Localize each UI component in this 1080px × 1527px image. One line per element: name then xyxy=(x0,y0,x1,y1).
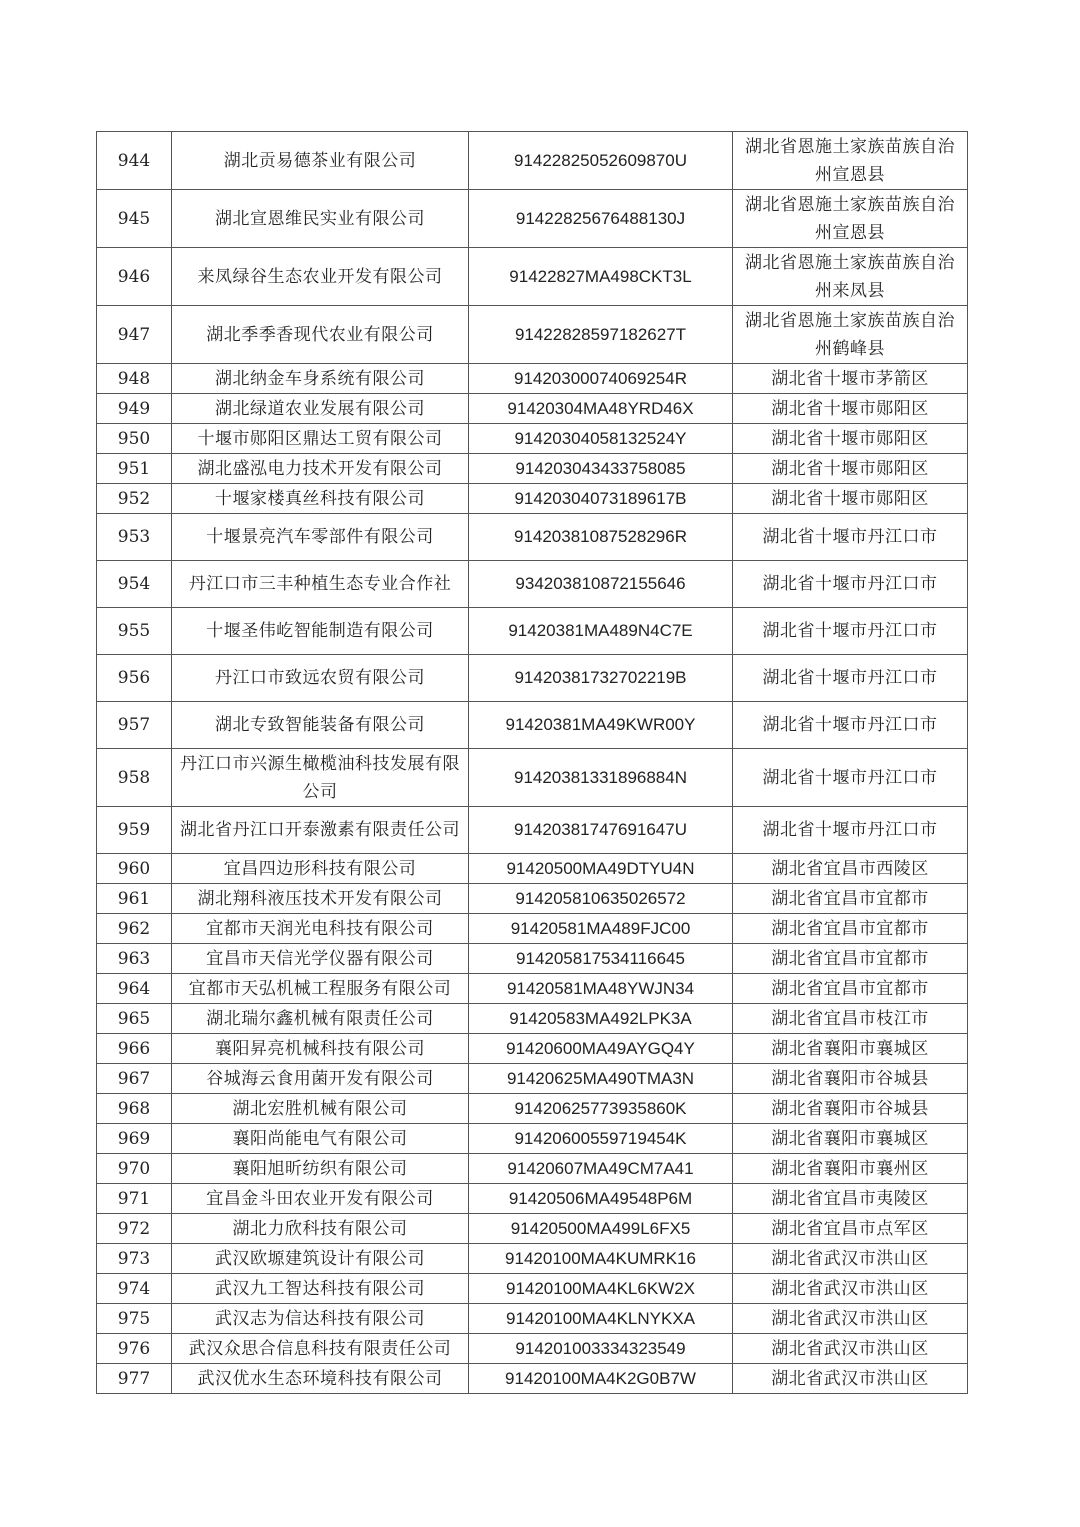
table-row xyxy=(97,1034,968,1064)
row-number-cell: 947 xyxy=(97,306,172,364)
table-row xyxy=(97,974,968,1004)
region-cell: 湖北省恩施土家族苗族自治州宣恩县 xyxy=(733,132,968,190)
credit-code-cell: 91420381331896884N xyxy=(469,749,733,807)
region-cell: 湖北省襄阳市襄城区 xyxy=(733,1034,968,1064)
company-name-cell: 湖北力欣科技有限公司 xyxy=(172,1214,469,1244)
credit-code-cell: 91420600559719454K xyxy=(469,1124,733,1154)
company-name-cell: 武汉优水生态环境科技有限公司 xyxy=(172,1364,469,1394)
table-row xyxy=(97,190,968,248)
company-name-cell: 湖北贡易德茶业有限公司 xyxy=(172,132,469,190)
company-table-body xyxy=(97,132,968,1394)
region-cell: 湖北省宜昌市宜都市 xyxy=(733,944,968,974)
table-row xyxy=(97,749,968,807)
row-number-cell: 977 xyxy=(97,1364,172,1394)
row-number-cell: 975 xyxy=(97,1304,172,1334)
credit-code-cell: 91420300074069254R xyxy=(469,364,733,394)
company-name-cell: 湖北翔科液压技术开发有限公司 xyxy=(172,884,469,914)
row-number-cell: 971 xyxy=(97,1184,172,1214)
region-cell: 湖北省襄阳市谷城县 xyxy=(733,1064,968,1094)
table-row xyxy=(97,132,968,190)
company-name-cell: 宜昌金斗田农业开发有限公司 xyxy=(172,1184,469,1214)
company-name-cell: 湖北专致智能装备有限公司 xyxy=(172,702,469,749)
company-table xyxy=(96,131,968,1394)
row-number-cell: 968 xyxy=(97,1094,172,1124)
credit-code-cell: 91420304073189617B xyxy=(469,484,733,514)
company-name-cell: 谷城海云食用菌开发有限公司 xyxy=(172,1064,469,1094)
row-number-cell: 961 xyxy=(97,884,172,914)
credit-code-cell: 91420381MA49KWR00Y xyxy=(469,702,733,749)
credit-code-cell: 91420607MA49CM7A41 xyxy=(469,1154,733,1184)
credit-code-cell: 91420304058132524Y xyxy=(469,424,733,454)
credit-code-cell: 91420625773935860K xyxy=(469,1094,733,1124)
table-row xyxy=(97,364,968,394)
table-row xyxy=(97,394,968,424)
row-number-cell: 948 xyxy=(97,364,172,394)
credit-code-cell: 91420381087528296R xyxy=(469,514,733,561)
region-cell: 湖北省襄阳市襄州区 xyxy=(733,1154,968,1184)
row-number-cell: 949 xyxy=(97,394,172,424)
table-row xyxy=(97,1094,968,1124)
credit-code-cell: 91420304MA48YRD46X xyxy=(469,394,733,424)
region-cell: 湖北省十堰市丹江口市 xyxy=(733,514,968,561)
table-row xyxy=(97,854,968,884)
credit-code-cell: 934203810872155646 xyxy=(469,561,733,608)
table-row xyxy=(97,1244,968,1274)
table-row xyxy=(97,884,968,914)
company-name-cell: 武汉欧塬建筑设计有限公司 xyxy=(172,1244,469,1274)
table-row xyxy=(97,1004,968,1034)
company-name-cell: 武汉九工智达科技有限公司 xyxy=(172,1274,469,1304)
table-row xyxy=(97,1364,968,1394)
row-number-cell: 951 xyxy=(97,454,172,484)
company-name-cell: 宜昌四边形科技有限公司 xyxy=(172,854,469,884)
company-name-cell: 丹江口市三丰种植生态专业合作社 xyxy=(172,561,469,608)
region-cell: 湖北省宜昌市枝江市 xyxy=(733,1004,968,1034)
row-number-cell: 944 xyxy=(97,132,172,190)
credit-code-cell: 91420600MA49AYGQ4Y xyxy=(469,1034,733,1064)
table-row xyxy=(97,514,968,561)
company-name-cell: 十堰圣伟屹智能制造有限公司 xyxy=(172,608,469,655)
region-cell: 湖北省宜昌市点军区 xyxy=(733,1214,968,1244)
region-cell: 湖北省襄阳市襄城区 xyxy=(733,1124,968,1154)
credit-code-cell: 91422827MA498CKT3L xyxy=(469,248,733,306)
table-row xyxy=(97,1064,968,1094)
credit-code-cell: 914201003334323549 xyxy=(469,1334,733,1364)
company-name-cell: 十堰家楼真丝科技有限公司 xyxy=(172,484,469,514)
company-name-cell: 湖北宣恩维民实业有限公司 xyxy=(172,190,469,248)
credit-code-cell: 91420100MA4K2G0B7W xyxy=(469,1364,733,1394)
company-name-cell: 湖北宏胜机械有限公司 xyxy=(172,1094,469,1124)
company-name-cell: 湖北盛泓电力技术开发有限公司 xyxy=(172,454,469,484)
row-number-cell: 967 xyxy=(97,1064,172,1094)
credit-code-cell: 91420500MA499L6FX5 xyxy=(469,1214,733,1244)
region-cell: 湖北省宜昌市西陵区 xyxy=(733,854,968,884)
company-name-cell: 宜昌市天信光学仪器有限公司 xyxy=(172,944,469,974)
region-cell: 湖北省十堰市茅箭区 xyxy=(733,364,968,394)
table-row xyxy=(97,655,968,702)
credit-code-cell: 91420583MA492LPK3A xyxy=(469,1004,733,1034)
region-cell: 湖北省襄阳市谷城县 xyxy=(733,1094,968,1124)
table-row xyxy=(97,1184,968,1214)
row-number-cell: 965 xyxy=(97,1004,172,1034)
region-cell: 湖北省武汉市洪山区 xyxy=(733,1334,968,1364)
credit-code-cell: 91422828597182627T xyxy=(469,306,733,364)
credit-code-cell: 91420581MA48YWJN34 xyxy=(469,974,733,1004)
region-cell: 湖北省十堰市郧阳区 xyxy=(733,454,968,484)
region-cell: 湖北省武汉市洪山区 xyxy=(733,1364,968,1394)
region-cell: 湖北省宜昌市宜都市 xyxy=(733,914,968,944)
table-row xyxy=(97,306,968,364)
credit-code-cell: 91420500MA49DTYU4N xyxy=(469,854,733,884)
company-name-cell: 十堰景亮汽车零部件有限公司 xyxy=(172,514,469,561)
company-name-cell: 湖北绿道农业发展有限公司 xyxy=(172,394,469,424)
row-number-cell: 950 xyxy=(97,424,172,454)
table-row xyxy=(97,702,968,749)
table-row xyxy=(97,1154,968,1184)
region-cell: 湖北省恩施土家族苗族自治州宣恩县 xyxy=(733,190,968,248)
region-cell: 湖北省十堰市丹江口市 xyxy=(733,608,968,655)
table-row xyxy=(97,561,968,608)
row-number-cell: 976 xyxy=(97,1334,172,1364)
company-name-cell: 十堰市郧阳区鼎达工贸有限公司 xyxy=(172,424,469,454)
region-cell: 湖北省宜昌市宜都市 xyxy=(733,884,968,914)
credit-code-cell: 91420381MA489N4C7E xyxy=(469,608,733,655)
company-name-cell: 丹江口市兴源生橄榄油科技发展有限公司 xyxy=(172,749,469,807)
credit-code-cell: 914203043433758085 xyxy=(469,454,733,484)
region-cell: 湖北省十堰市丹江口市 xyxy=(733,702,968,749)
company-name-cell: 武汉志为信达科技有限公司 xyxy=(172,1304,469,1334)
row-number-cell: 955 xyxy=(97,608,172,655)
table-row xyxy=(97,484,968,514)
row-number-cell: 957 xyxy=(97,702,172,749)
credit-code-cell: 91420381747691647U xyxy=(469,807,733,854)
region-cell: 湖北省武汉市洪山区 xyxy=(733,1304,968,1334)
credit-code-cell: 91420381732702219B xyxy=(469,655,733,702)
credit-code-cell: 91420100MA4KUMRK16 xyxy=(469,1244,733,1274)
region-cell: 湖北省宜昌市夷陵区 xyxy=(733,1184,968,1214)
region-cell: 湖北省十堰市丹江口市 xyxy=(733,561,968,608)
region-cell: 湖北省十堰市丹江口市 xyxy=(733,655,968,702)
row-number-cell: 945 xyxy=(97,190,172,248)
row-number-cell: 969 xyxy=(97,1124,172,1154)
region-cell: 湖北省十堰市丹江口市 xyxy=(733,807,968,854)
company-name-cell: 湖北纳金车身系统有限公司 xyxy=(172,364,469,394)
row-number-cell: 952 xyxy=(97,484,172,514)
credit-code-cell: 91420100MA4KLNYKXA xyxy=(469,1304,733,1334)
company-name-cell: 宜都市天弘机械工程服务有限公司 xyxy=(172,974,469,1004)
row-number-cell: 953 xyxy=(97,514,172,561)
row-number-cell: 963 xyxy=(97,944,172,974)
row-number-cell: 974 xyxy=(97,1274,172,1304)
credit-code-cell: 914205817534116645 xyxy=(469,944,733,974)
row-number-cell: 970 xyxy=(97,1154,172,1184)
company-name-cell: 襄阳尚能电气有限公司 xyxy=(172,1124,469,1154)
table-row xyxy=(97,1124,968,1154)
row-number-cell: 959 xyxy=(97,807,172,854)
table-row xyxy=(97,424,968,454)
table-row xyxy=(97,1274,968,1304)
region-cell: 湖北省武汉市洪山区 xyxy=(733,1244,968,1274)
table-row xyxy=(97,1304,968,1334)
table-row xyxy=(97,944,968,974)
row-number-cell: 954 xyxy=(97,561,172,608)
company-name-cell: 丹江口市致远农贸有限公司 xyxy=(172,655,469,702)
row-number-cell: 973 xyxy=(97,1244,172,1274)
table-row xyxy=(97,248,968,306)
table-row xyxy=(97,454,968,484)
region-cell: 湖北省恩施土家族苗族自治州来凤县 xyxy=(733,248,968,306)
region-cell: 湖北省武汉市洪山区 xyxy=(733,1274,968,1304)
row-number-cell: 972 xyxy=(97,1214,172,1244)
table-row xyxy=(97,914,968,944)
company-name-cell: 湖北瑞尔鑫机械有限责任公司 xyxy=(172,1004,469,1034)
row-number-cell: 958 xyxy=(97,749,172,807)
credit-code-cell: 914205810635026572 xyxy=(469,884,733,914)
company-name-cell: 襄阳旭昕纺织有限公司 xyxy=(172,1154,469,1184)
row-number-cell: 964 xyxy=(97,974,172,1004)
credit-code-cell: 91422825052609870U xyxy=(469,132,733,190)
region-cell: 湖北省十堰市郧阳区 xyxy=(733,424,968,454)
credit-code-cell: 91420506MA49548P6M xyxy=(469,1184,733,1214)
row-number-cell: 960 xyxy=(97,854,172,884)
region-cell: 湖北省宜昌市宜都市 xyxy=(733,974,968,1004)
company-name-cell: 湖北省丹江口开泰激素有限责任公司 xyxy=(172,807,469,854)
company-name-cell: 武汉众思合信息科技有限责任公司 xyxy=(172,1334,469,1364)
credit-code-cell: 91420100MA4KL6KW2X xyxy=(469,1274,733,1304)
credit-code-cell: 91422825676488130J xyxy=(469,190,733,248)
table-row xyxy=(97,807,968,854)
table-row xyxy=(97,1214,968,1244)
company-name-cell: 襄阳昇亮机械科技有限公司 xyxy=(172,1034,469,1064)
region-cell: 湖北省十堰市郧阳区 xyxy=(733,484,968,514)
row-number-cell: 966 xyxy=(97,1034,172,1064)
credit-code-cell: 91420581MA489FJC00 xyxy=(469,914,733,944)
row-number-cell: 962 xyxy=(97,914,172,944)
company-name-cell: 湖北季季香现代农业有限公司 xyxy=(172,306,469,364)
row-number-cell: 956 xyxy=(97,655,172,702)
company-name-cell: 宜都市天润光电科技有限公司 xyxy=(172,914,469,944)
table-row xyxy=(97,1334,968,1364)
company-name-cell: 来凤绿谷生态农业开发有限公司 xyxy=(172,248,469,306)
credit-code-cell: 91420625MA490TMA3N xyxy=(469,1064,733,1094)
region-cell: 湖北省十堰市丹江口市 xyxy=(733,749,968,807)
table-row xyxy=(97,608,968,655)
region-cell: 湖北省恩施土家族苗族自治州鹤峰县 xyxy=(733,306,968,364)
row-number-cell: 946 xyxy=(97,248,172,306)
region-cell: 湖北省十堰市郧阳区 xyxy=(733,394,968,424)
